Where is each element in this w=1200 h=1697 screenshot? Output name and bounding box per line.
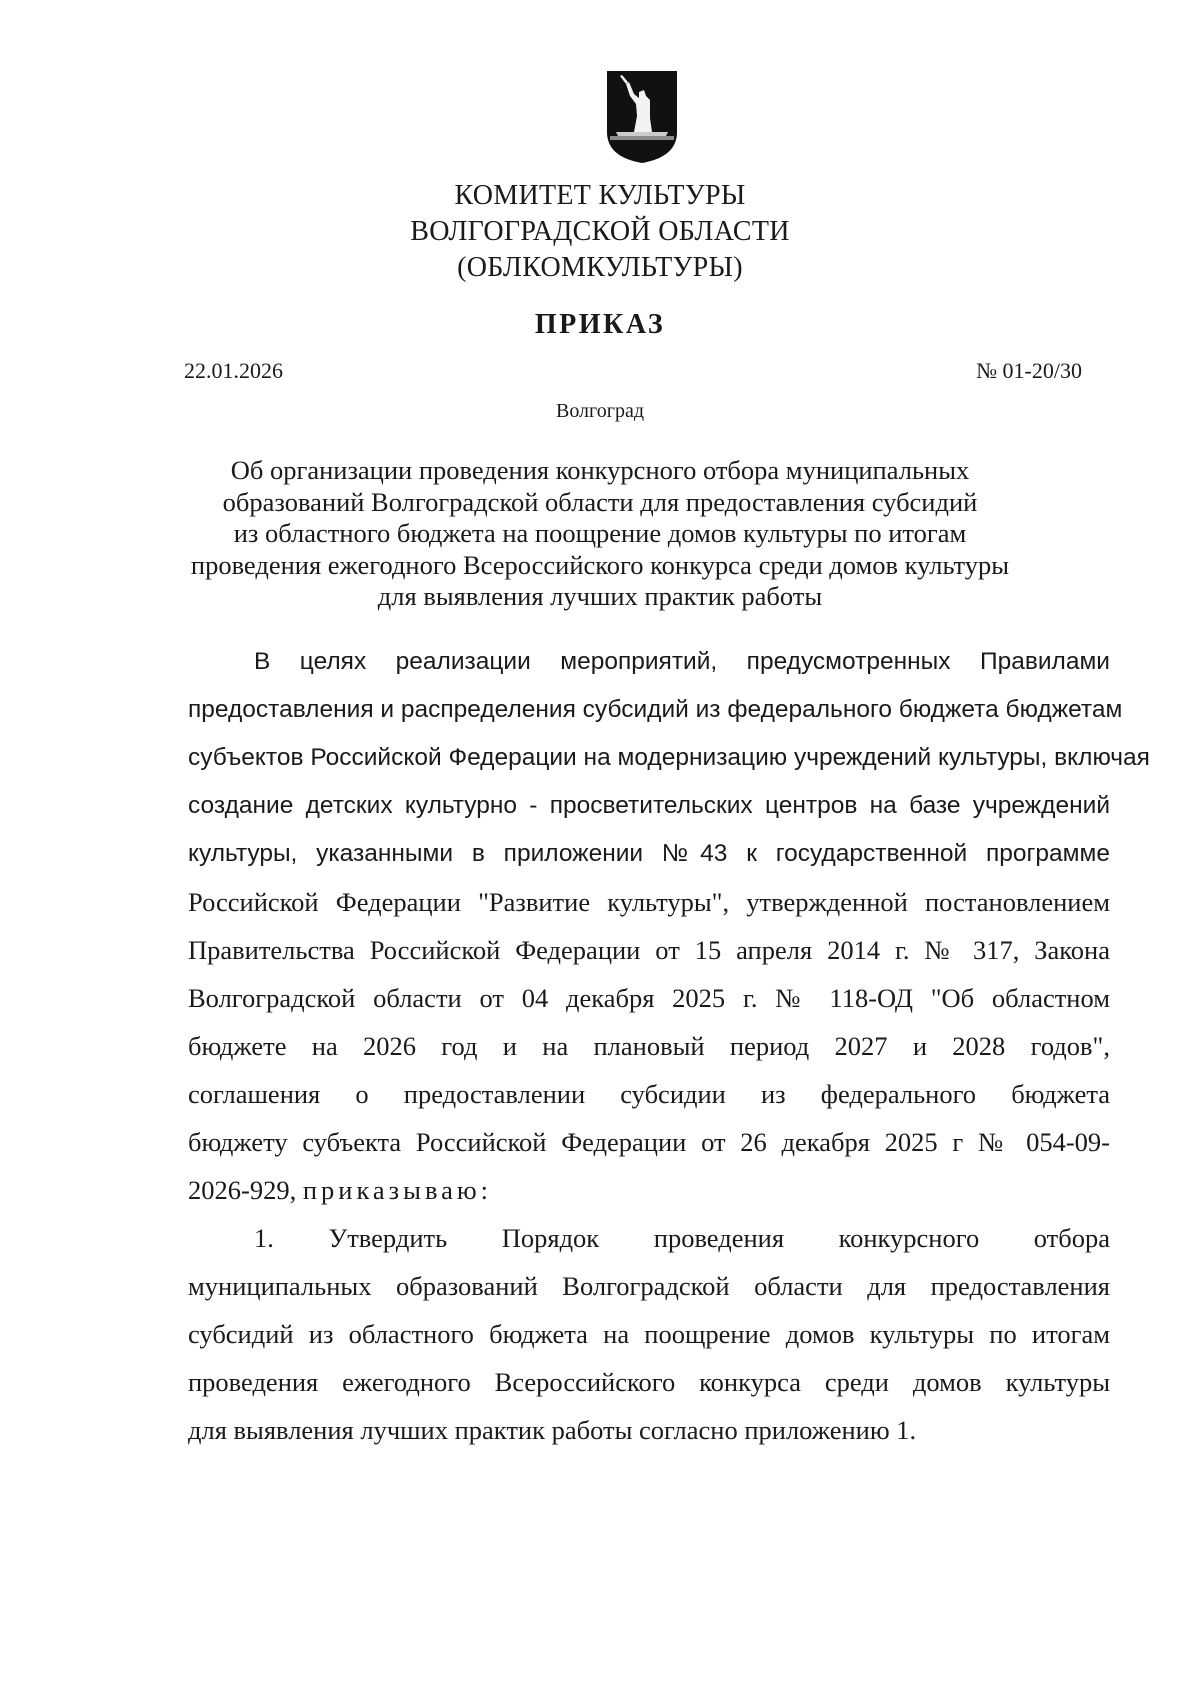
item-1-line: муниципальных образований Волгоградской области для предоставления [188,1271,1110,1301]
org-name-line-2: ВОЛГОГРАДСКОЙ ОБЛАСТИ [410,216,790,247]
item-1-line: для выявления лучших практик работы согласно приложению 1. [188,1415,917,1445]
order-date: 22.01.2026 [184,358,283,383]
paragraph-line: создание детских культурно - просветительских центров на базе учреждений [188,792,1110,819]
org-name-line-3: (ОБЛКОМКУЛЬТУРЫ) [457,252,743,283]
item-1-number: 1. [254,1223,274,1253]
paragraph-line: Российской Федерации "Развитие культуры", утвержденной постановлением [188,887,1110,917]
subject-line: проведения ежегодного Всероссийского конкурса среди домов культуры [190,549,1010,580]
order-word: приказываю: [302,1175,493,1205]
order-city: Волгоград [555,400,645,422]
document-type: ПРИКАЗ [534,309,666,340]
subject-line: для выявления лучших практик работы [377,581,823,611]
paragraph-line: предоставления и распределения субсидий из федерального бюджета бюджетам [188,696,1123,723]
paragraph-last-line [188,1170,1110,1218]
paragraph-line: Волгоградской области от 04 декабря 2025 г. № 118-ОД "Об областном [188,983,1110,1013]
paragraph-last-line-start: 2026-929, [188,1175,297,1205]
subject-line: образований Волгоградской области для предоставления субсидий [222,486,978,517]
paragraph-line: соглашения о предоставлении субсидии из федерального бюджета [188,1079,1110,1109]
subject-line: Об организации проведения конкурсного отбора муниципальных [230,455,970,485]
volgograd-coat-of-arms-icon [606,70,678,164]
order-body [188,642,1150,1458]
paragraph-line: В целях реализации мероприятий, предусмотренных Правилами [254,648,1110,675]
org-name-line-1: КОМИТЕТ КУЛЬТУРЫ [454,180,746,211]
paragraph-line: бюджету субъекта Российской Федерации от 26 декабря 2025 г № 054-09- [188,1127,1110,1157]
item-1-first-line-text: Утвердить Порядок проведения конкурсного отбора [328,1223,1111,1253]
paragraph-line: субъектов Российской Федерации на модернизацию учреждений культуры, включая [188,744,1150,771]
paragraph-line: культуры, указанными в приложении №43 к государственной программе [188,840,1110,867]
paragraph-line: Правительства Российской Федерации от 15 апреля 2014 г. № 317, Закона [188,935,1110,965]
item-1-line: проведения ежегодного Всероссийского конкурса среди домов культуры [188,1367,1110,1397]
paragraph-line: бюджете на 2026 год и на плановый период 2027 и 2028 годов", [188,1031,1110,1061]
order-subject [150,455,1050,613]
item-1-line: субсидий из областного бюджета на поощрение домов культуры по итогам [188,1319,1110,1349]
subject-line: из областного бюджета на поощрение домов культуры по итогам [233,518,967,548]
item-1-first-line [188,1218,1110,1266]
order-number: № 01-20/30 [976,358,1082,383]
